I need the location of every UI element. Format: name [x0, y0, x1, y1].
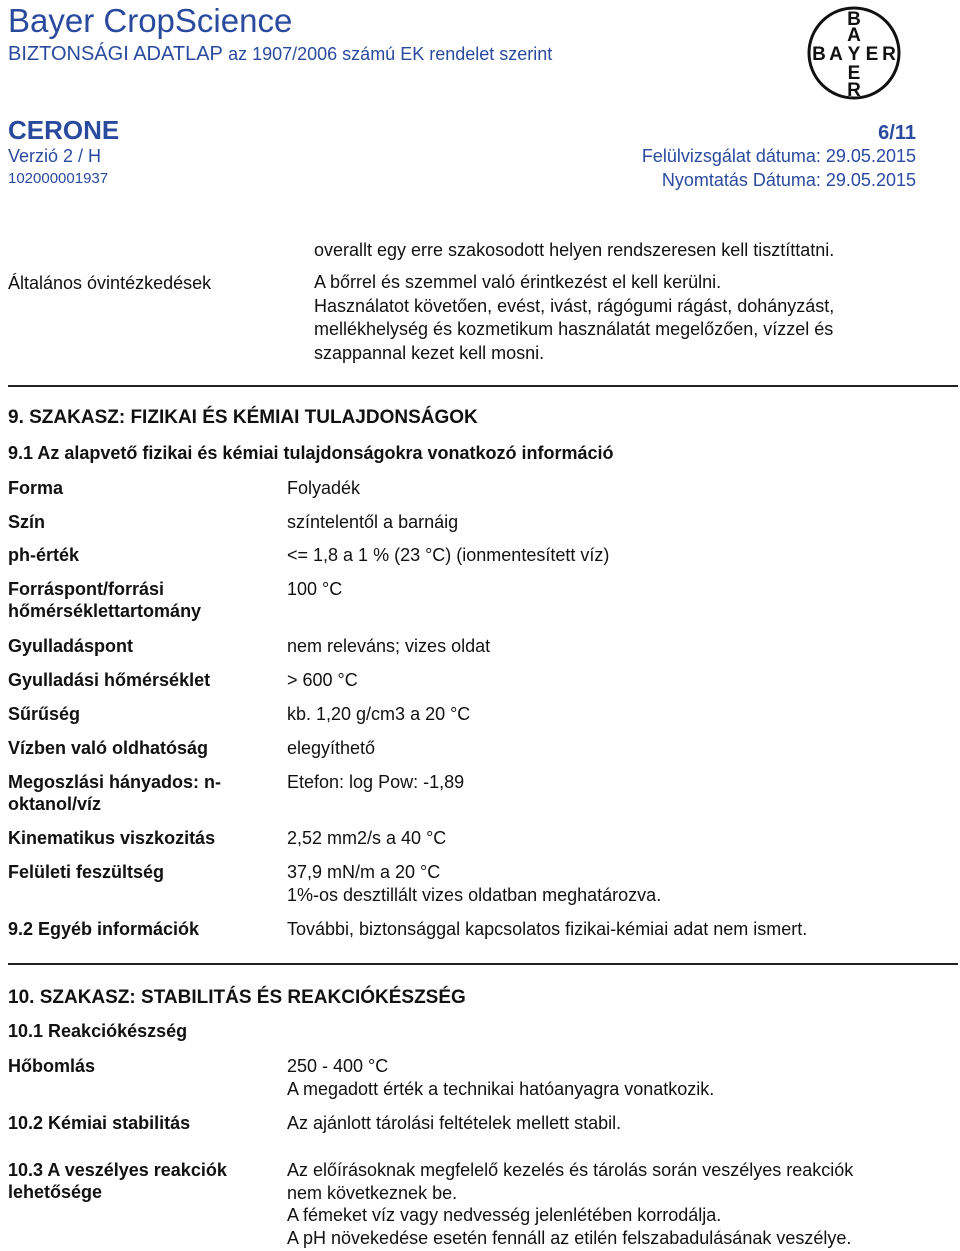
logo-letter-e2: E — [847, 63, 861, 84]
property-label-ignition-temp: Gyulladási hőmérséklet — [8, 670, 211, 690]
logo-letter-b: B — [847, 9, 861, 30]
property-label-form: Forma — [8, 478, 64, 498]
property-label-solubility: Vízben való oldhatóság — [8, 738, 209, 758]
property-value-boiling-point: 100 °C — [287, 579, 343, 599]
label-line: oktanol/víz — [8, 794, 102, 814]
property-value-partition: Etefon: log Pow: -1,89 — [287, 772, 465, 792]
section-10-title: 10. SZAKASZ: STABILITÁS ÉS REAKCIÓKÉSZSÉG — [8, 987, 466, 1008]
property-label-ph: ph-érték — [8, 545, 80, 565]
other-info-value: További, biztonsággal kapcsolatos fizikai-kémiai adat nem ismert. — [287, 919, 808, 939]
decomposition-value — [287, 1055, 714, 1100]
logo-letter-a: A — [847, 25, 861, 46]
logo-letter-e: E — [865, 44, 879, 65]
property-value-flash-point: nem releváns; vizes oldat — [287, 636, 491, 656]
label-line: Forráspont/forrási — [8, 579, 165, 599]
page-number: 6/11 — [878, 122, 916, 144]
logo-letter-y: Y — [847, 44, 861, 65]
property-value-viscosity: 2,52 mm2/s a 40 °C — [287, 828, 447, 848]
logo-letter-b2: B — [812, 44, 826, 65]
value-line: A pH növekedése esetén fennáll az etilén felszabadulásának veszélye. — [287, 1227, 852, 1248]
product-name: CERONE — [8, 115, 120, 145]
value-line: 37,9 mN/m a 20 °C — [287, 862, 441, 882]
value-line: A fémeket víz vagy nedvesség jelenlétében korrodálja. — [287, 1205, 722, 1225]
value-line: nem következnek be. — [287, 1182, 458, 1203]
precautions-line: A bőrrel és szemmel való érintkezést el kell kerülni. — [314, 272, 722, 292]
value-line: A megadott érték a technikai hatóanyagra vonatkozik. — [287, 1078, 715, 1099]
property-value-density: kb. 1,20 g/cm3 a 20 °C — [287, 704, 471, 724]
section-divider — [8, 385, 958, 387]
label-line: Megoszlási hányados: n- — [8, 772, 222, 792]
property-value-color: színtelentől a barnáig — [287, 512, 459, 532]
precautions-line: mellékhelység és kozmetikum használatát megelőzően, vízzel és — [314, 319, 834, 339]
property-label-boiling-point — [8, 578, 201, 622]
label-line: hőmérséklettartomány — [8, 601, 202, 621]
property-label-color: Szín — [8, 512, 46, 532]
section-divider — [8, 963, 958, 965]
property-value-ignition-temp: > 600 °C — [287, 670, 358, 690]
section-9-1-title: 9.1 Az alapvető fizikai és kémiai tulajdonságokra vonatkozó információ — [8, 443, 614, 463]
decomposition-label: Hőbomlás — [8, 1056, 96, 1076]
document-type — [8, 43, 552, 66]
precautions-line: szappannal kezet kell mosni. — [314, 342, 545, 363]
doc-type-label: BIZTONSÁGI ADATLAP — [8, 43, 223, 65]
property-value-surface-tension — [287, 861, 661, 906]
label-line: lehetősége — [8, 1182, 103, 1202]
version-label: Verzió 2 / H — [8, 146, 102, 166]
property-label-density: Sűrűség — [8, 704, 81, 724]
logo-letter-a2: A — [829, 44, 843, 65]
property-label-flash-point: Gyulladáspont — [8, 636, 134, 656]
section-9-title: 9. SZAKASZ: FIZIKAI ÉS KÉMIAI TULAJDONSÁGOK — [8, 407, 478, 428]
logo-letter-r: R — [882, 44, 896, 65]
value-line: Az előírásoknak megfelelő kezelés és tárolás során veszélyes reakciók — [287, 1160, 854, 1180]
value-line: 1%-os desztillált vizes oldatban meghatározva. — [287, 884, 662, 905]
property-value-form: Folyadék — [287, 478, 361, 498]
document-id: 102000001937 — [8, 170, 109, 187]
property-value-ph: <= 1,8 a 1 % (23 °C) (ionmentesített víz) — [287, 545, 610, 565]
precautions-line: Használatot követően, evést, ivást, rágógumi rágást, dohányzást, — [314, 295, 835, 316]
stability-value: Az ajánlott tárolási feltételek mellett stabil. — [287, 1113, 622, 1133]
property-label-surface-tension: Felületi feszültség — [8, 862, 165, 882]
section-10-1-title: 10.1 Reakciókészség — [8, 1021, 188, 1041]
hazardous-reactions-label — [8, 1159, 227, 1203]
property-label-partition — [8, 771, 221, 815]
bayer-logo — [806, 3, 902, 103]
print-date: Nyomtatás Dátuma: 29.05.2015 — [661, 170, 916, 190]
property-value-solubility: elegyíthető — [287, 738, 376, 758]
value-line: 250 - 400 °C — [287, 1056, 389, 1076]
regulation-label: az 1907/2006 számú EK rendelet szerint — [228, 44, 553, 64]
company-name: Bayer CropScience — [8, 2, 293, 39]
hazardous-reactions-value — [287, 1159, 853, 1249]
other-info-label: 9.2 Egyéb információk — [8, 919, 200, 939]
continuation-text: overallt egy erre szakosodott helyen rendszeresen kell tisztíttatni. — [314, 240, 835, 260]
precautions-text — [314, 271, 834, 365]
property-label-viscosity: Kinematikus viszkozitás — [8, 828, 216, 848]
label-line: 10.3 A veszélyes reakciók — [8, 1160, 227, 1180]
precautions-label: Általános óvintézkedések — [8, 273, 212, 293]
logo-letter-r2: R — [847, 80, 861, 101]
review-date: Felülvizsgálat dátuma: 29.05.2015 — [641, 146, 916, 166]
stability-label: 10.2 Kémiai stabilitás — [8, 1113, 191, 1133]
